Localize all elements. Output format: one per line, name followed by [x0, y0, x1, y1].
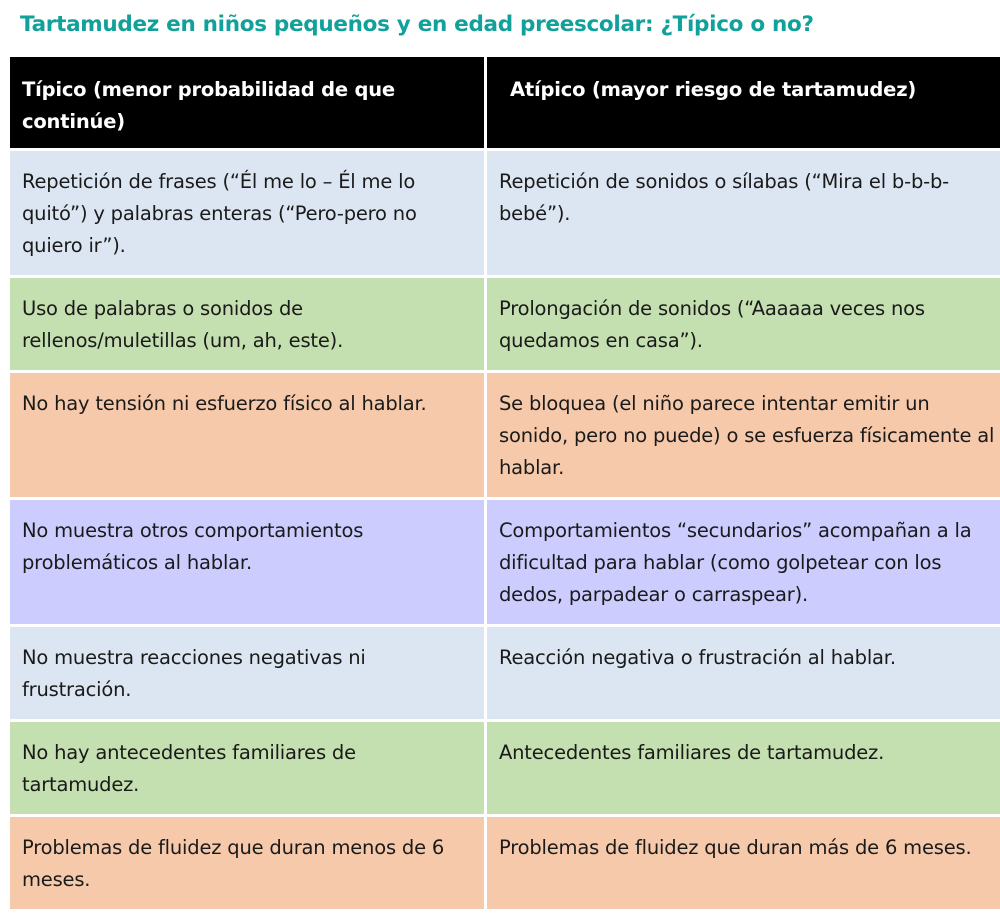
row-7-typical: Problemas de fluidez que duran menos de 6 meses.: [10, 817, 484, 909]
page-title: Tartamudez en niños pequeños y en edad preescolar: ¿Típico o no?: [20, 12, 814, 37]
header-atypical: Atípico (mayor riesgo de tartamudez): [487, 57, 1000, 148]
row-3-atypical: Se bloquea (el niño parece intentar emitir un sonido, pero no puede) o se esfuerza físicamente al hablar.: [487, 373, 1000, 497]
row-5-atypical: Reacción negativa o frustración al hablar.: [487, 627, 1000, 719]
row-6-typical: No hay antecedentes familiares de tartamudez.: [10, 722, 484, 814]
row-3-typical: No hay tensión ni esfuerzo físico al hablar.: [10, 373, 484, 497]
row-4-typical: No muestra otros comportamientos problemáticos al hablar.: [10, 500, 484, 624]
row-7-atypical: Problemas de fluidez que duran más de 6 meses.: [487, 817, 1000, 909]
comparison-table: [10, 57, 1000, 909]
row-2-atypical: Prolongación de sonidos (“Aaaaaa veces nos quedamos en casa”).: [487, 278, 1000, 370]
row-5-typical: No muestra reacciones negativas ni frustración.: [10, 627, 484, 719]
row-1-atypical: Repetición de sonidos o sílabas (“Mira el b-b-b-bebé”).: [487, 151, 1000, 275]
header-typical: Típico (menor probabilidad de que continúe): [10, 57, 484, 148]
row-6-atypical: Antecedentes familiares de tartamudez.: [487, 722, 1000, 814]
row-2-typical: Uso de palabras o sonidos de rellenos/muletillas (um, ah, este).: [10, 278, 484, 370]
row-4-atypical: Comportamientos “secundarios” acompañan a la dificultad para hablar (como golpetear con los dedos, parpadear o carraspear).: [487, 500, 1000, 624]
row-1-typical: Repetición de frases (“Él me lo – Él me lo quitó”) y palabras enteras (“Pero-pero no quiero ir”).: [10, 151, 484, 275]
